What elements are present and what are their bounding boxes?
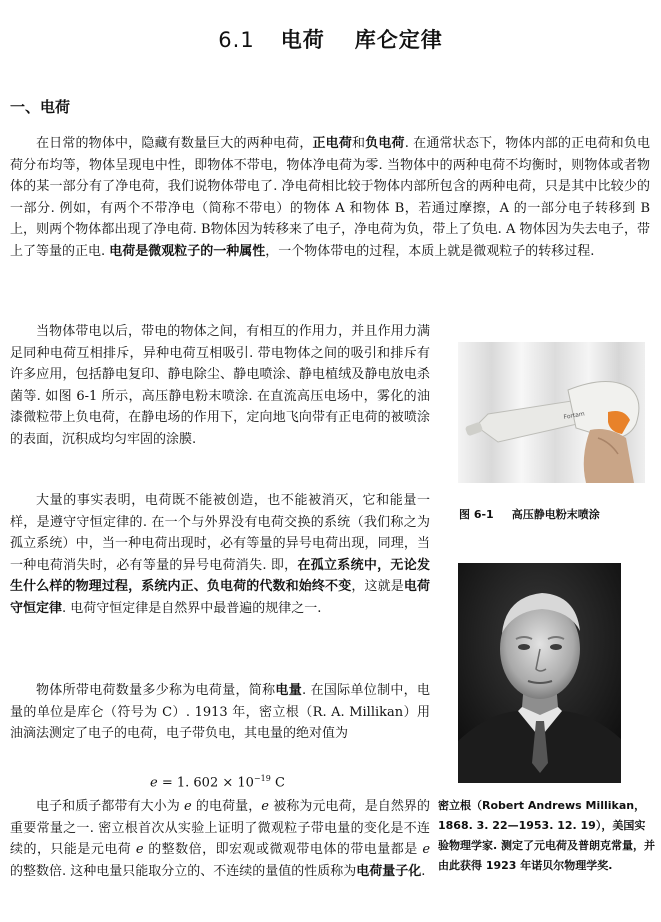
elementary-charge-formula	[150, 774, 285, 790]
text: 大量的事实表明，电荷既不能被创造，也不能被消灭，它和能量一样，是遵守守恒定律的. 在一个与外界没有电荷交换的系统（我们称之为孤立系统）中，当一种电荷出现时，必有等量的异号电荷出现，同理，当一种电荷消失时，必有等量的异号电荷消失. 即，	[10, 493, 430, 573]
spray-gun-illustration	[458, 342, 645, 483]
paragraph-intro	[10, 133, 650, 263]
text: 被称为元电荷，是自然界的重要常量之一. 密立根首次从实验上证明了微观粒子带电量的变化是不连续的，只能是元电荷	[10, 799, 431, 858]
symbol-e: e	[261, 799, 269, 814]
text: 在日常的物体中，隐藏有数量巨大的两种电荷，	[36, 136, 313, 151]
text: 的整数倍，即宏观或微观带电体的带电量都是	[143, 842, 423, 858]
bold-term: 电荷是微观粒子的一种属性	[109, 243, 266, 259]
text: 物体所带电荷数量多少称为电荷量，简称	[36, 683, 276, 698]
formula-symbol: e	[150, 775, 158, 791]
figure-caption-text: 高压静电粉末喷涂	[511, 508, 600, 521]
paragraph-quantization	[10, 796, 430, 882]
millikan-portrait	[458, 563, 621, 783]
text: ，这就是	[351, 579, 404, 595]
formula-exponent: −19	[253, 774, 271, 783]
text: 的整数倍. 这种电量只能取分立的、不连续的量值的性质称为	[10, 863, 357, 879]
bold-term: 在孤立系统中，无论发生什么样的物理过程，系统内正、负电荷的代数和始终不变	[10, 557, 430, 595]
formula-value: = 1. 602 × 10	[161, 775, 254, 791]
text: 和	[352, 136, 366, 151]
title-part-charge: 电荷	[280, 28, 325, 52]
figure-label: 图 6-1	[459, 508, 494, 521]
section-number: 6.1	[218, 28, 255, 52]
symbol-e: e	[422, 842, 431, 858]
text: . 在通常状态下，物体内部的正电荷和负电荷分布均等，物体呈现电中性，即物体不带电，物体净电荷为零. 当物体中的两种电荷不均衡时，则物体或者物体的某一部分有了净电荷，我们说物体带电了. 净电荷相比较于物体内部所包含的两种电荷，只是其中比较少的一部分. 例如，有两个不带净电（简称不带电）的物体 A 和物体 B，若通过摩擦，A 的一部分电子转移到 B 上，则两个物体都出现了净电荷. B物体因为转移来了电子，净电荷为负，带上了负电. A 物体因为失去电子，带上了等量的正电.	[10, 136, 650, 259]
text: ，一个物体带电的过程，本质上就是微观粒子的转移过程.	[265, 243, 595, 259]
portrait-illustration	[458, 563, 621, 783]
formula-unit: C	[270, 775, 285, 791]
bold-term: 电荷量子化	[356, 863, 422, 879]
text: 电子和质子都带有大小为	[36, 799, 185, 814]
symbol-e: e	[184, 799, 192, 814]
title-part-coulomb-law: 库仑定律	[354, 28, 443, 52]
bold-term: 电荷守恒定律	[10, 579, 430, 616]
paragraph-conservation	[10, 490, 430, 620]
paragraph-interaction: 当物体带电以后，带电的物体之间，有相互的作用力，并且作用力满足同种电荷互相排斥，异种电荷互相吸引. 带电物体之间的吸引和排斥有许多应用，包括静电复印、静电除尘、静电喷涂、静电植绒及静电放电杀菌等. 如图 6-1 所示，高压静电粉末喷涂. 在直流高压电场中，雾化的油漆微粒带上负电荷，在静电场的作用下，定向地飞向带有正电荷的被喷涂的表面，沉积成均匀牢固的涂膜.	[10, 324, 430, 447]
figure-6-1-caption	[459, 506, 600, 522]
text: . 在国际单位制中，电量的单位是库仑（符号为 C）. 1913 年，密立根（R. A. Millikan）用油滴法测定了电子的电荷，电子带负电，其电量的绝对值为	[10, 683, 430, 742]
bold-term: 正电荷	[312, 136, 353, 151]
bold-term: 负电荷	[365, 136, 405, 151]
text: 的电荷量，	[191, 799, 262, 814]
paragraph-quantity	[10, 680, 430, 745]
symbol-e: e	[135, 842, 144, 858]
bold-term: 电量	[275, 683, 303, 698]
section-heading: 一、电荷	[10, 98, 71, 116]
text: .	[421, 863, 426, 879]
page-title	[0, 24, 661, 54]
spray-gun-photo	[458, 342, 645, 483]
text: . 电荷守恒定律是自然界中最普遍的规律之一.	[62, 600, 322, 616]
gun-label: Fortam	[563, 410, 586, 421]
millikan-caption: 密立根（Robert Andrews Millikan，1868. 3. 22—1953. 12. 19），美国实验物理学家. 测定了元电荷及普朗克常量，并由此获得 1923 年诺贝尔物理学奖.	[438, 799, 656, 872]
